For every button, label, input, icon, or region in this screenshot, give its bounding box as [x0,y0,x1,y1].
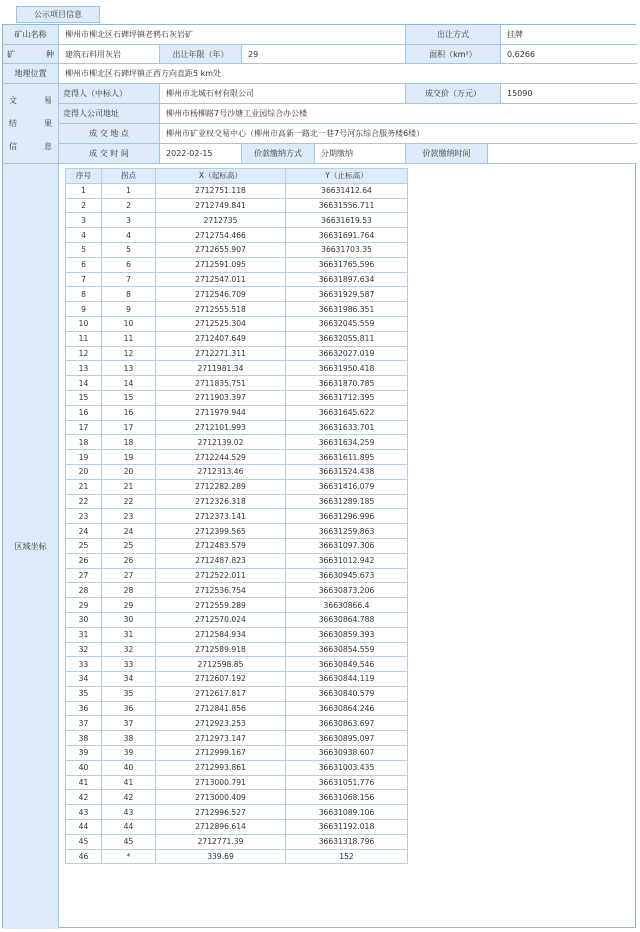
row-x: 2712841.856 [156,701,286,716]
row-index: 3 [66,213,102,228]
row-x: 2712313.46 [156,464,286,479]
row-bidder-address [3,104,635,124]
row-y: 36631691.764 [286,228,408,243]
bidder-label: 竞得人（中标人） [59,84,160,104]
term-label: 出让年限（年） [160,45,242,64]
row-x: 2712570.024 [156,612,286,627]
row-index: 41 [66,775,102,790]
row-point: 34 [102,672,156,687]
table-row [66,701,408,716]
row-y: 36630849.546 [286,657,408,672]
table-row [66,509,408,524]
row-point: 33 [102,657,156,672]
row-x: 2712326.318 [156,494,286,509]
row-x: 2712282.289 [156,479,286,494]
row-point: 21 [102,479,156,494]
row-index: 35 [66,686,102,701]
row-y: 36632027.019 [286,346,408,361]
result-label-char: 信 [9,142,17,151]
table-row [66,820,408,835]
row-index: 4 [66,228,102,243]
bidder-value: 柳州市北城石材有限公司 [160,84,406,104]
row-index: 18 [66,435,102,450]
row-point: 19 [102,450,156,465]
table-row [66,538,408,553]
table-row [66,553,408,568]
row-y: 36631765.596 [286,257,408,272]
row-index: 2 [66,198,102,213]
row-index: 6 [66,257,102,272]
table-row [66,435,408,450]
row-x: 2712584.934 [156,627,286,642]
row-index: 42 [66,790,102,805]
header-index: 序号 [66,169,102,184]
row-x: 2711981.34 [156,361,286,376]
row-x: 2712536.754 [156,583,286,598]
row-x: 2712244.529 [156,450,286,465]
row-x: 2712559.289 [156,598,286,613]
row-point: 12 [102,346,156,361]
row-point: 35 [102,686,156,701]
row-y: 36631192.018 [286,820,408,835]
row-y: 36632055.811 [286,331,408,346]
deal-time-value: 2022-02-15 [160,144,242,164]
row-index: 46 [66,849,102,864]
row-point: 2 [102,198,156,213]
table-row [66,686,408,701]
row-y: 36631870.785 [286,376,408,391]
table-row [66,198,408,213]
row-point: 40 [102,760,156,775]
row-y: 36631089.106 [286,805,408,820]
table-row [66,450,408,465]
row-point: 42 [102,790,156,805]
table-row [66,657,408,672]
row-index: 26 [66,553,102,568]
tab-project-info[interactable]: 公示项目信息 [16,6,100,23]
table-row [66,257,408,272]
table-row [66,731,408,746]
row-index: 9 [66,302,102,317]
row-index: 34 [66,672,102,687]
row-index: 27 [66,568,102,583]
row-y: 152 [286,849,408,864]
row-index: 15 [66,390,102,405]
row-y: 36631318.796 [286,834,408,849]
row-x: 2712896.614 [156,820,286,835]
row-point: 14 [102,376,156,391]
price-label: 成交价（万元） [406,84,501,104]
bidder-address-value: 柳州市杨柳路7号沙塘工业园综合办公楼 [160,104,637,124]
row-location [3,64,635,84]
row-x: 2712771.39 [156,834,286,849]
row-x: 2712589.918 [156,642,286,657]
location-label: 地理位置 [3,64,59,84]
table-row [66,642,408,657]
row-index: 45 [66,834,102,849]
row-point: 22 [102,494,156,509]
row-point: 23 [102,509,156,524]
row-x: 2712607.192 [156,672,286,687]
row-mineral [3,45,635,64]
row-x: 2712546.709 [156,287,286,302]
transfer-method-label: 出让方式 [406,25,501,45]
table-row [66,568,408,583]
row-point: 37 [102,716,156,731]
row-y: 36630854.559 [286,642,408,657]
coordinate-table-body [66,183,408,864]
row-y: 36630863.697 [286,716,408,731]
area-value: 0.6266 [501,45,637,64]
table-row [66,524,408,539]
row-index: 44 [66,820,102,835]
table-row [66,746,408,761]
pay-method-value: 分期缴纳 [315,144,406,164]
row-deal-time [3,144,635,164]
result-label-char: 文 [9,96,17,105]
row-index: 1 [66,183,102,198]
row-index: 23 [66,509,102,524]
location-value: 柳州市柳北区石碑坪镇正西方向直距5 km处 [59,64,637,84]
row-point: 18 [102,435,156,450]
row-x: 339.69 [156,849,286,864]
table-row [66,612,408,627]
table-row [66,420,408,435]
row-x: 2713000.409 [156,790,286,805]
row-y: 36631929.587 [286,287,408,302]
row-point: 7 [102,272,156,287]
row-index: 16 [66,405,102,420]
row-y: 36632045.559 [286,316,408,331]
table-row [66,242,408,257]
row-y: 36631012.942 [286,553,408,568]
result-label-char: 息 [44,142,52,151]
row-point: 27 [102,568,156,583]
row-index: 25 [66,538,102,553]
row-y: 36631259.863 [286,524,408,539]
row-x: 2711835.751 [156,376,286,391]
row-index: 29 [66,598,102,613]
row-index: 43 [66,805,102,820]
row-x: 2712139.02 [156,435,286,450]
row-y: 36630945.673 [286,568,408,583]
row-x: 2712993.861 [156,760,286,775]
table-row [66,405,408,420]
table-row [66,361,408,376]
table-row [66,775,408,790]
row-y: 36631897.634 [286,272,408,287]
row-point: 5 [102,242,156,257]
row-y: 36631068.156 [286,790,408,805]
row-index: 39 [66,746,102,761]
table-row [66,583,408,598]
table-row [66,376,408,391]
header-y: Y（止标高） [286,169,408,184]
table-row [66,672,408,687]
result-label-char: 果 [44,119,52,128]
row-y: 36631712.395 [286,390,408,405]
row-index: 13 [66,361,102,376]
row-x: 2712407.649 [156,331,286,346]
table-row [66,760,408,775]
row-x: 2712483.579 [156,538,286,553]
deal-place-value: 柳州市矿业权交易中心（柳州市高新一路北一巷7号河东综合服务楼6楼） [160,124,637,144]
row-index: 20 [66,464,102,479]
row-y: 36631619.53 [286,213,408,228]
table-row [66,479,408,494]
row-point: 16 [102,405,156,420]
row-index: 32 [66,642,102,657]
row-point: 4 [102,228,156,243]
row-point: 26 [102,553,156,568]
table-row [66,287,408,302]
result-label-char: 易 [44,96,52,105]
row-x: 2712547.011 [156,272,286,287]
mine-name-value: 柳州市柳北区石碑坪镇老鸦石灰岩矿 [59,25,406,45]
table-row [66,494,408,509]
coordinate-table [65,168,408,864]
row-y: 36631412.64 [286,183,408,198]
row-index: 11 [66,331,102,346]
table-row [66,464,408,479]
row-x: 2712101.993 [156,420,286,435]
row-deal-place [3,124,635,144]
row-x: 2712271.311 [156,346,286,361]
row-y: 36630895.097 [286,731,408,746]
area-label: 面积（km²） [406,45,501,64]
row-index: 38 [66,731,102,746]
row-point: 6 [102,257,156,272]
row-y: 36631289.185 [286,494,408,509]
mineral-value: 建筑石料用灰岩 [59,45,160,64]
row-point: 25 [102,538,156,553]
row-x: 2712373.141 [156,509,286,524]
price-value: 15090 [501,84,637,104]
bidder-address-label: 竞得人公司地址 [59,104,160,124]
row-point: 10 [102,316,156,331]
row-mine-name [3,25,635,45]
row-bidder [3,84,635,104]
result-label-char: 结 [9,119,17,128]
region-label [3,164,59,929]
row-index: 33 [66,657,102,672]
row-index: 8 [66,287,102,302]
row-y: 36630938.607 [286,746,408,761]
row-x: 2712923.253 [156,716,286,731]
row-point: 38 [102,731,156,746]
row-y: 36631524.438 [286,464,408,479]
row-x: 2712591.095 [156,257,286,272]
table-row [66,716,408,731]
row-point: 11 [102,331,156,346]
row-index: 22 [66,494,102,509]
row-x: 2713000.791 [156,775,286,790]
table-row [66,834,408,849]
row-point: 39 [102,746,156,761]
row-point: 32 [102,642,156,657]
table-row [66,627,408,642]
row-index: 21 [66,479,102,494]
row-x: 2712655.907 [156,242,286,257]
row-index: 17 [66,420,102,435]
row-point: 20 [102,464,156,479]
row-point: 8 [102,287,156,302]
row-x: 2712999.167 [156,746,286,761]
row-y: 36631097.306 [286,538,408,553]
row-x: 2712598.85 [156,657,286,672]
row-index: 31 [66,627,102,642]
row-index: 7 [66,272,102,287]
table-row [66,805,408,820]
coordinate-table-header [66,169,408,184]
row-x: 2711979.944 [156,405,286,420]
row-y: 36630844.119 [286,672,408,687]
row-y: 36631634.259 [286,435,408,450]
row-x: 2712555.518 [156,302,286,317]
pay-time-label: 价款缴纳时间 [406,144,488,164]
row-y: 36631950.418 [286,361,408,376]
row-point: * [102,849,156,864]
mineral-label-char: 种 [46,49,54,59]
row-x: 2712522.011 [156,568,286,583]
row-point: 31 [102,627,156,642]
row-point: 45 [102,834,156,849]
row-point: 13 [102,361,156,376]
table-row [66,302,408,317]
mine-name-label: 矿山名称 [3,25,59,45]
table-row [66,346,408,361]
row-index: 10 [66,316,102,331]
table-row [66,316,408,331]
row-x: 2712525.304 [156,316,286,331]
row-x: 2712973.147 [156,731,286,746]
row-y: 36631986.351 [286,302,408,317]
deal-time-label: 成 交 时 间 [59,144,160,164]
row-index: 28 [66,583,102,598]
row-point: 30 [102,612,156,627]
table-row [66,228,408,243]
row-y: 36631703.35 [286,242,408,257]
row-y: 36630864.788 [286,612,408,627]
row-point: 24 [102,524,156,539]
row-point: 17 [102,420,156,435]
row-index: 40 [66,760,102,775]
mineral-label-char: 矿 [7,49,15,59]
row-y: 36630866.4 [286,598,408,613]
table-row [66,272,408,287]
row-point: 9 [102,302,156,317]
term-value: 29 [242,45,406,64]
row-x: 2712754.466 [156,228,286,243]
row-x: 2711903.397 [156,390,286,405]
table-row [66,849,408,864]
row-point: 43 [102,805,156,820]
row-index: 30 [66,612,102,627]
table-row [66,183,408,198]
row-index: 19 [66,450,102,465]
row-x: 2712749.841 [156,198,286,213]
row-point: 29 [102,598,156,613]
row-y: 36630859.393 [286,627,408,642]
row-x: 2712996.527 [156,805,286,820]
row-point: 1 [102,183,156,198]
row-x: 2712399.565 [156,524,286,539]
row-point: 15 [102,390,156,405]
row-y: 36631645.622 [286,405,408,420]
row-y: 36631051.776 [286,775,408,790]
row-index: 37 [66,716,102,731]
table-row [66,331,408,346]
row-y: 36630873.206 [286,583,408,598]
mineral-label [3,45,59,64]
row-y: 36631003.435 [286,760,408,775]
row-y: 36631296.996 [286,509,408,524]
row-index: 14 [66,376,102,391]
row-x: 2712751.118 [156,183,286,198]
row-y: 36631611.895 [286,450,408,465]
transfer-method-value: 挂牌 [501,25,637,45]
row-x: 2712735 [156,213,286,228]
pay-method-label: 价款缴纳方式 [242,144,315,164]
info-table [2,24,636,928]
row-index: 5 [66,242,102,257]
row-y: 36630840.579 [286,686,408,701]
row-index: 36 [66,701,102,716]
table-row [66,598,408,613]
pay-time-value [488,144,637,164]
region-label-text: 区域坐标 [14,542,47,551]
header-point: 拐点 [102,169,156,184]
row-point: 3 [102,213,156,228]
row-point: 44 [102,820,156,835]
row-point: 41 [102,775,156,790]
row-y: 36631556.711 [286,198,408,213]
table-row [66,390,408,405]
table-row [66,790,408,805]
row-x: 2712487.823 [156,553,286,568]
row-y: 36631633.701 [286,420,408,435]
row-y: 36630864.246 [286,701,408,716]
row-point: 28 [102,583,156,598]
row-x: 2712617.817 [156,686,286,701]
deal-place-label: 成 交 地 点 [59,124,160,144]
row-y: 36631416.079 [286,479,408,494]
row-index: 12 [66,346,102,361]
row-point: 36 [102,701,156,716]
row-index: 24 [66,524,102,539]
table-row [66,213,408,228]
header-x: X（起标高） [156,169,286,184]
